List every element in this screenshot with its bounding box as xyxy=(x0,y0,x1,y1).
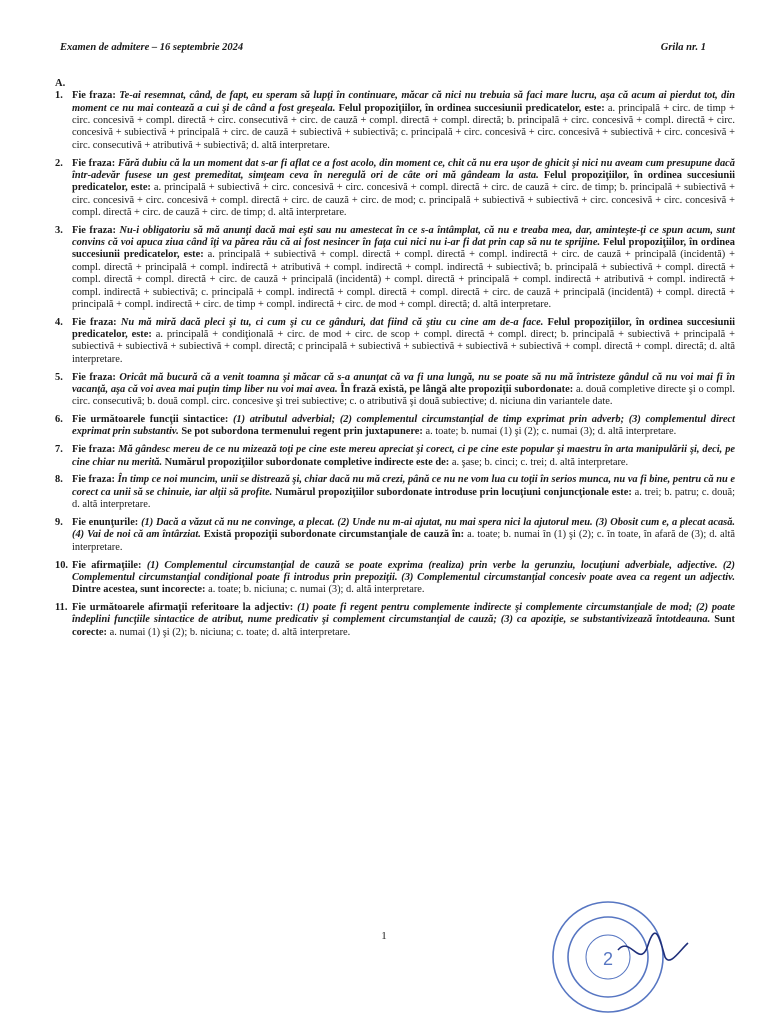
question-lead: Fie următoarele funcţii sintactice: xyxy=(72,414,229,426)
question-item xyxy=(55,317,735,366)
question-body xyxy=(72,560,735,597)
question-prompt: Sunt corecte: xyxy=(72,614,735,638)
question-number: 9. xyxy=(55,517,63,528)
answer-options: a. trei; b. patru; c. două; d. altă interpretare. xyxy=(72,486,735,511)
question-item xyxy=(55,444,735,469)
question-lead: Fie următoarele afirmaţii referitoare la adjectiv: xyxy=(72,602,294,614)
question-body xyxy=(72,517,735,554)
page-header xyxy=(60,42,706,53)
answer-options: a. două completive directe şi o compl. circ. consecutivă; b. două compl. circ. concesive şi trei subiective; c. o atributivă şi două subiective; d. niciuna din variantele date. xyxy=(72,383,735,408)
question-prompt: Există propoziţii subordonate circumstanţiale de cauză în: xyxy=(203,529,465,541)
question-statement: Mă gândesc mereu de ce nu mizează toţi pe cine este mereu apreciat şi corect, ci pe cine este popular şi maestru în arta manipulării şi, deci, pe cine chiar nu merită. xyxy=(72,444,735,468)
answer-options: a. principală + condiţională + circ. de mod + circ. de scop + compl. directă + compl. direct; b. principală + subiectivă + principală + subiectivă + subiectivă + subiectivă + compl. directă; c principală + subiectivă + subiectivă + subiectivă + subiectivă + compl. directă + compl. directă; d. altă interpretare. xyxy=(72,329,735,365)
question-item xyxy=(55,414,735,439)
question-statement: Nu-i obligatoriu să mă anunţi dacă mai eşti sau nu amestecat în ce s-a întâmplat, că nu e treaba mea, dar, aminteşte-ţi ce spun acum, sunt convins că voi apuca ziua când îţi va părea rău că ai fost nesincer în faţa cui nici nu i-ar fi dat prin cap să nu te sprijine. xyxy=(72,224,735,249)
page-number: 1 xyxy=(381,930,387,942)
question-body xyxy=(72,158,735,220)
question-number: 1. xyxy=(55,90,63,102)
signature-scribble xyxy=(618,933,688,960)
question-lead: Fie enunţurile: xyxy=(72,517,139,528)
question-body xyxy=(72,90,735,152)
question-number: 10. xyxy=(55,559,68,571)
question-item xyxy=(55,560,735,597)
question-number: 11. xyxy=(55,602,68,614)
question-body xyxy=(72,414,735,439)
question-prompt: Felul propoziţiilor, în ordinea succesiunii predicatelor, este: xyxy=(338,102,605,114)
question-statement: (1) Complementul circumstanţial de cauză se poate exprima (realiza) prin verbe la gerunziu, locuţiuni adverbiale, adjective. (2) Complementul circumstanţial condiţional poate fi introdus prin prepoziţii. (3) Complementul circumstanţial concesiv poate avea ca regent un adjectiv. xyxy=(72,559,735,583)
question-item xyxy=(55,474,735,511)
question-number: 2. xyxy=(55,157,63,169)
question-item xyxy=(55,90,735,152)
question-prompt: În frază există, pe lângă alte propoziţii subordonate: xyxy=(340,383,574,395)
question-statement: Te-ai resemnat, când, de fapt, eu speram să lupţi în continuare, măcar că nici nu trebuia să faci mare lucru, aşa că acum ai pierdut tot, din moment ce nu mai contează a cui şi de când a fost greşeala. xyxy=(72,90,735,114)
question-prompt: Se pot subordona termenului regent prin juxtapunere: xyxy=(181,426,423,438)
question-item xyxy=(55,602,735,639)
question-lead: Fie fraza: xyxy=(72,474,115,486)
answer-options: a. toate; b. numai în (1) şi (2); c. în toate, în afară de (3); d. altă interpretare. xyxy=(72,529,735,553)
question-body xyxy=(72,225,735,311)
question-number: 5. xyxy=(55,371,63,383)
question-statement: Nu mă miră dacă pleci şi tu, ci cum şi cu ce gânduri, dat fiind că ştiu cu cine am de-a face. xyxy=(120,316,544,328)
question-number: 6. xyxy=(55,414,63,426)
question-statement: În timp ce noi muncim, unii se distrează şi, chiar dacă nu mă crezi, până ce nu ne vom lua cu toţii în serios munca, nu va fi bine, pentru că nu e corect ca unii să se chinuie, iar alţii să profite. xyxy=(72,474,735,498)
grid-number: Grila nr. 1 xyxy=(660,42,706,53)
question-item xyxy=(55,517,735,554)
question-prompt: Numărul propoziţiilor subordonate completive indirecte este de: xyxy=(164,456,450,468)
answer-options: a. şase; b. cinci; c. trei; d. altă interpretare. xyxy=(451,456,629,468)
question-body xyxy=(72,474,735,511)
official-stamp xyxy=(540,895,690,1020)
question-lead: Fie fraza: xyxy=(72,371,116,383)
question-number: 3. xyxy=(55,224,63,236)
question-number: 7. xyxy=(55,444,63,456)
question-statement: (1) atributul adverbial; (2) complementul circumstanţial de timp exprimat prin adverb; (3) complementul direct exprimat prin substantiv. xyxy=(72,414,735,438)
answer-options: a. principală + subiectivă + compl. directă + compl. directă + compl. indirectă + circ. de cauză + principală (incidentă) + compl. directă + principală + compl. indirectă + atributivă + compl. indirectă + compl. indirectă + subiectivă; b. principală + subiectivă + compl. directă + compl. directă + compl. directă + circ. de cauză + principală (incidentă) + compl. directă + principală + compl. indirectă + atributivă + compl. indirectă + compl. indirectă + subiectivă; c. principală + compl. indirectă + compl. directă + compl. directă + circ. de cauză + principală (incidentă) + compl. directă + principală + compl. indirectă + circ. de timp + compl. indirectă + circ. de mod + compl. directă; d. altă interpretare. xyxy=(72,249,735,310)
exam-title: Examen de admitere – 16 septembrie 2024 xyxy=(60,42,244,53)
answer-options: a. principală + subiectivă + circ. concesivă + circ. concesivă + compl. directă + circ. de cauză + circ. de timp; b. principală + subiectivă + circ. concesivă + circ. concesivă + compl. directă + circ. de cauză + circ. de mod; c. principală + subiectivă + subiectivă + circ. concesivă + circ. concesivă + compl. directă + circ. de cauză + circ. de timp; d. altă interpretare. xyxy=(72,182,735,218)
answer-options: a. numai (1) şi (2); b. niciuna; c. toate; d. altă interpretare. xyxy=(109,626,351,638)
question-statement: Oricât mă bucură că a venit toamna şi măcar că s-a anunţat că va fi una lungă, nu se poate să nu mă întristeze gândul că nu voi mai fi în vacanţă, aşa că voi avea mai puţin timp liber nu voi mai avea. xyxy=(72,371,735,395)
answer-options: a. toate; b. niciuna; c. numai (3); d. altă interpretare. xyxy=(208,584,425,596)
stamp-number: 2 xyxy=(602,949,614,969)
question-statement: (1) Dacă a văzut că nu ne convinge, a plecat. (2) Unde nu m-ai ajutat, nu mai spera nici la ajutorul meu. (3) Obosit cum e, a plecat acasă. (4) Vai de noi că am întârziat. xyxy=(72,517,735,541)
answer-options: a. toate; b. numai (1) şi (2); c. numai (3); d. altă interpretare. xyxy=(425,426,677,438)
question-body xyxy=(72,444,735,469)
question-prompt: Numărul propoziţiilor subordonate introduse prin locuţiuni conjuncţionale este: xyxy=(275,486,632,498)
question-body xyxy=(72,602,735,639)
answer-options: a. principală + circ. de timp + circ. concesivă + compl. directă + circ. consecutivă + circ. de cauză + compl. directă + compl. directă; b. principală + circ. concesivă + compl. directă + circ. concesivă + subiectivă + principală + circ. de cauză + subiectivă + subiectivă; c. principală + circ. concesivă + circ. concesivă + subiectivă + circ. concesivă + circ. consecutivă + atributivă + subiectivă; d. altă interpretare. xyxy=(72,102,735,151)
section-letter: A. xyxy=(55,78,66,89)
question-statement: (1) poate fi regent pentru complemente indirecte şi complemente circumstanţiale de mod; (2) poate îndeplini funcţiile sintactice de atribut, nume predicativ şi complement circumstanţial de cauză; (3) ca apoziţie, se substantivizează întotdeauna. xyxy=(72,602,736,626)
question-number: 4. xyxy=(55,316,63,328)
question-item xyxy=(55,158,735,220)
question-lead: Fie fraza: xyxy=(72,157,116,169)
question-number: 8. xyxy=(55,474,63,486)
question-lead: Fie fraza: xyxy=(72,224,116,236)
question-body xyxy=(72,372,735,409)
question-lead: Fie fraza: xyxy=(72,316,117,328)
question-prompt: Dintre acestea, sunt incorecte: xyxy=(72,584,206,596)
question-item xyxy=(55,225,735,311)
question-body xyxy=(72,317,735,366)
question-lead: Fie fraza: xyxy=(72,90,116,102)
question-lead: Fie fraza: xyxy=(72,444,116,456)
question-item xyxy=(55,372,735,409)
questions-list xyxy=(55,78,735,645)
question-prompt: Felul propoziţiilor, în ordinea succesiunii predicatelor, este: xyxy=(72,316,735,341)
question-lead: Fie afirmaţiile: xyxy=(72,559,142,571)
question-statement: Fără dubiu că la un moment dat s-ar fi aflat ce a fost acolo, din moment ce, chit că nu era uşor de ghicit şi nici nu aveam cum presupune dacă într-adevăr fusese un gest premeditat, simţeam ceva în neregulă ori de câte ori mă gândeam la asta. xyxy=(72,157,735,181)
question-prompt: Felul propoziţiilor, în ordinea succesiunii predicatelor, este: xyxy=(72,169,735,194)
question-prompt: Felul propoziţiilor, în ordinea succesiunii predicatelor, este: xyxy=(72,237,735,261)
